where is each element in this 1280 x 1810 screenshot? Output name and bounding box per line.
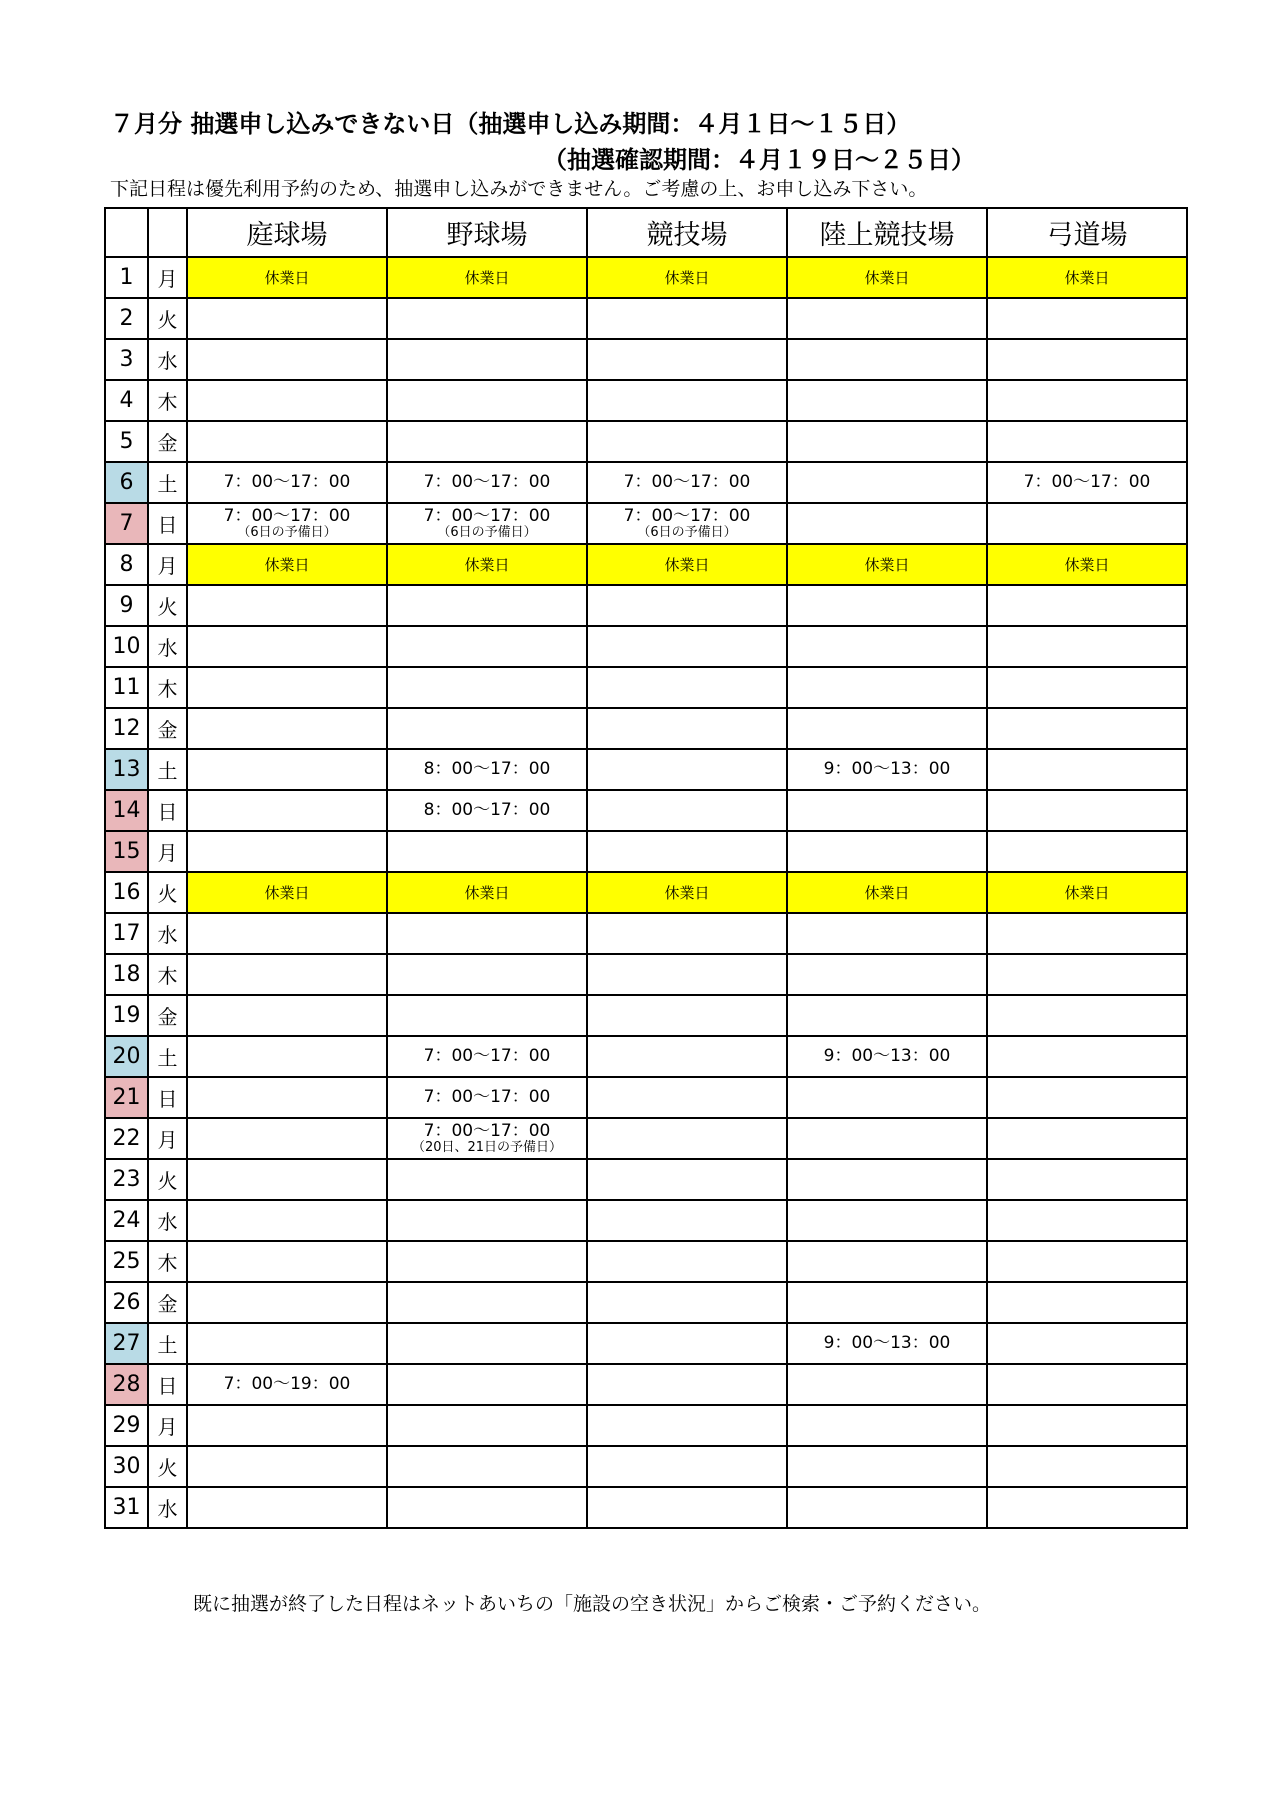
header-day <box>105 208 148 257</box>
closed-cell: 休業日 <box>787 544 987 585</box>
weekday: 水 <box>148 339 187 380</box>
header-facility: 競技場 <box>587 208 787 257</box>
header-weekday <box>148 208 187 257</box>
schedule-cell <box>987 339 1187 380</box>
closed-cell: 休業日 <box>387 872 587 913</box>
schedule-cell <box>387 831 587 872</box>
table-row <box>105 872 1187 913</box>
schedule-cell <box>787 298 987 339</box>
schedule-cell <box>187 626 387 667</box>
weekday: 月 <box>148 544 187 585</box>
table-row <box>105 667 1187 708</box>
weekday: 月 <box>148 1118 187 1159</box>
closed-cell: 休業日 <box>187 872 387 913</box>
day-number: 10 <box>105 626 148 667</box>
day-number: 1 <box>105 257 148 298</box>
schedule-table <box>104 207 1188 1529</box>
time-slot: 9：00～13：00 <box>823 1046 951 1067</box>
schedule-cell <box>187 790 387 831</box>
closed-cell: 休業日 <box>387 544 587 585</box>
time-slot: 9：00～13：00 <box>823 759 951 780</box>
page-subtitle: （抽選確認期間：４月１９日～２５日） <box>543 146 975 174</box>
closed-cell: 休業日 <box>187 257 387 298</box>
header-facility: 弓道場 <box>987 208 1187 257</box>
day-number: 27 <box>105 1323 148 1364</box>
schedule-cell <box>987 749 1187 790</box>
table-row <box>105 585 1187 626</box>
schedule-cell <box>787 954 987 995</box>
table-row <box>105 1364 1187 1405</box>
closed-cell: 休業日 <box>987 872 1187 913</box>
weekday: 月 <box>148 257 187 298</box>
table-row <box>105 503 1187 544</box>
time-slot: 7：00～17：00 <box>423 1121 551 1141</box>
day-number: 4 <box>105 380 148 421</box>
day-number: 16 <box>105 872 148 913</box>
schedule-cell <box>187 1118 387 1159</box>
schedule-cell <box>187 708 387 749</box>
reserve-day-note: （6日の予備日） <box>637 524 737 540</box>
schedule-cell <box>587 298 787 339</box>
schedule-cell <box>787 1159 987 1200</box>
closed-cell: 休業日 <box>987 257 1187 298</box>
table-row <box>105 257 1187 298</box>
schedule-cell <box>787 462 987 503</box>
schedule-cell <box>587 626 787 667</box>
schedule-cell <box>787 626 987 667</box>
schedule-cell <box>187 1282 387 1323</box>
weekday: 水 <box>148 913 187 954</box>
schedule-cell <box>387 626 587 667</box>
weekday: 水 <box>148 1487 187 1528</box>
day-number: 6 <box>105 462 148 503</box>
schedule-cell <box>587 790 787 831</box>
schedule-cell <box>387 667 587 708</box>
schedule-cell <box>587 1405 787 1446</box>
schedule-cell <box>987 462 1187 503</box>
schedule-cell <box>187 503 387 544</box>
schedule-cell <box>387 298 587 339</box>
schedule-cell <box>587 1323 787 1364</box>
day-number: 24 <box>105 1200 148 1241</box>
table-row <box>105 913 1187 954</box>
header-facility: 野球場 <box>387 208 587 257</box>
reserve-day-note: （6日の予備日） <box>437 524 537 540</box>
weekday: 金 <box>148 995 187 1036</box>
closed-cell: 休業日 <box>587 257 787 298</box>
schedule-cell <box>387 1200 587 1241</box>
schedule-cell <box>787 1036 987 1077</box>
schedule-cell <box>387 380 587 421</box>
schedule-cell <box>587 831 787 872</box>
schedule-cell <box>187 913 387 954</box>
table-row <box>105 1405 1187 1446</box>
schedule-cell <box>787 1200 987 1241</box>
schedule-cell <box>187 1036 387 1077</box>
schedule-cell <box>187 1446 387 1487</box>
table-row <box>105 1446 1187 1487</box>
schedule-cell <box>987 954 1187 995</box>
weekday: 日 <box>148 1077 187 1118</box>
schedule-cell <box>787 1118 987 1159</box>
schedule-cell <box>787 708 987 749</box>
time-slot: 9：00～13：00 <box>823 1333 951 1354</box>
schedule-cell <box>787 421 987 462</box>
schedule-cell <box>187 462 387 503</box>
day-number: 28 <box>105 1364 148 1405</box>
schedule-cell <box>187 749 387 790</box>
schedule-cell <box>387 585 587 626</box>
schedule-cell <box>587 585 787 626</box>
schedule-cell <box>187 831 387 872</box>
schedule-cell <box>587 1118 787 1159</box>
schedule-cell <box>187 585 387 626</box>
day-number: 20 <box>105 1036 148 1077</box>
table-header-row <box>105 208 1187 257</box>
schedule-cell <box>987 913 1187 954</box>
schedule-cell <box>987 1241 1187 1282</box>
table-row <box>105 1036 1187 1077</box>
schedule-cell <box>187 1405 387 1446</box>
schedule-cell <box>387 995 587 1036</box>
day-number: 15 <box>105 831 148 872</box>
table-row <box>105 790 1187 831</box>
table-row <box>105 1487 1187 1528</box>
page-title: ７月分 抽選申し込みできない日（抽選申し込み期間：４月１日～１５日） <box>110 110 911 138</box>
weekday: 土 <box>148 749 187 790</box>
table-body <box>105 257 1187 1528</box>
schedule-cell <box>787 749 987 790</box>
weekday: 月 <box>148 1405 187 1446</box>
day-number: 18 <box>105 954 148 995</box>
schedule-cell <box>187 380 387 421</box>
schedule-cell <box>387 1323 587 1364</box>
schedule-cell <box>587 1077 787 1118</box>
schedule-cell <box>987 421 1187 462</box>
schedule-cell <box>987 790 1187 831</box>
schedule-cell <box>987 298 1187 339</box>
header-facility: 庭球場 <box>187 208 387 257</box>
table-row <box>105 995 1187 1036</box>
table-row <box>105 626 1187 667</box>
schedule-cell <box>787 1077 987 1118</box>
schedule-cell <box>387 1364 587 1405</box>
schedule-cell <box>387 462 587 503</box>
schedule-cell <box>187 1200 387 1241</box>
schedule-cell <box>987 626 1187 667</box>
time-slot: 7：00～17：00 <box>1023 472 1151 493</box>
schedule-cell <box>587 462 787 503</box>
schedule-cell <box>587 954 787 995</box>
closed-cell: 休業日 <box>187 544 387 585</box>
schedule-cell <box>587 913 787 954</box>
day-number: 21 <box>105 1077 148 1118</box>
schedule-cell <box>587 1282 787 1323</box>
day-number: 22 <box>105 1118 148 1159</box>
schedule-cell <box>187 298 387 339</box>
schedule-cell <box>987 1487 1187 1528</box>
schedule-cell <box>187 667 387 708</box>
weekday: 火 <box>148 298 187 339</box>
schedule-cell <box>587 380 787 421</box>
weekday: 木 <box>148 380 187 421</box>
day-number: 12 <box>105 708 148 749</box>
weekday: 火 <box>148 1159 187 1200</box>
time-slot: 7：00～17：00 <box>623 472 751 493</box>
schedule-cell <box>987 1323 1187 1364</box>
schedule-cell <box>787 790 987 831</box>
day-number: 8 <box>105 544 148 585</box>
table-row <box>105 1159 1187 1200</box>
table-row <box>105 708 1187 749</box>
schedule-cell <box>387 954 587 995</box>
table-row <box>105 339 1187 380</box>
table-row <box>105 831 1187 872</box>
table-row <box>105 380 1187 421</box>
closed-cell: 休業日 <box>387 257 587 298</box>
table-row <box>105 954 1187 995</box>
time-slot: 7：00～17：00 <box>623 506 751 526</box>
schedule-cell <box>187 339 387 380</box>
schedule-cell <box>387 913 587 954</box>
closed-cell: 休業日 <box>787 257 987 298</box>
weekday: 木 <box>148 1241 187 1282</box>
time-slot: 7：00～19：00 <box>223 1374 351 1395</box>
weekday: 金 <box>148 708 187 749</box>
weekday: 金 <box>148 1282 187 1323</box>
schedule-cell <box>587 995 787 1036</box>
closed-cell: 休業日 <box>587 872 787 913</box>
schedule-cell <box>987 667 1187 708</box>
schedule-cell <box>387 421 587 462</box>
schedule-cell <box>787 1323 987 1364</box>
time-slot: 7：00～17：00 <box>423 472 551 493</box>
weekday: 火 <box>148 585 187 626</box>
schedule-cell <box>387 1487 587 1528</box>
weekday: 火 <box>148 872 187 913</box>
schedule-cell <box>787 1405 987 1446</box>
header-facility: 陸上競技場 <box>787 208 987 257</box>
schedule-cell <box>787 1241 987 1282</box>
table-row <box>105 1282 1187 1323</box>
schedule-cell <box>987 1405 1187 1446</box>
schedule-cell <box>987 995 1187 1036</box>
schedule-cell <box>587 339 787 380</box>
table-row <box>105 298 1187 339</box>
schedule-cell <box>987 1118 1187 1159</box>
time-slot: 7：00～17：00 <box>423 506 551 526</box>
schedule-cell <box>787 1446 987 1487</box>
schedule-cell <box>787 380 987 421</box>
closed-cell: 休業日 <box>987 544 1187 585</box>
schedule-cell <box>587 1159 787 1200</box>
schedule-cell <box>387 1282 587 1323</box>
schedule-cell <box>587 421 787 462</box>
day-number: 14 <box>105 790 148 831</box>
day-number: 30 <box>105 1446 148 1487</box>
schedule-cell <box>787 1487 987 1528</box>
day-number: 23 <box>105 1159 148 1200</box>
weekday: 木 <box>148 954 187 995</box>
weekday: 木 <box>148 667 187 708</box>
schedule-cell <box>587 1036 787 1077</box>
schedule-cell <box>387 749 587 790</box>
schedule-cell <box>187 954 387 995</box>
schedule-cell <box>787 995 987 1036</box>
weekday: 火 <box>148 1446 187 1487</box>
table-row <box>105 462 1187 503</box>
schedule-cell <box>787 1364 987 1405</box>
reserve-day-note: （6日の予備日） <box>237 524 337 540</box>
schedule-cell <box>587 1364 787 1405</box>
schedule-cell <box>387 1446 587 1487</box>
footer-note: 既に抽選が終了した日程はネットあいちの「施設の空き状況」からご検索・ご予約ください。 <box>193 1593 992 1615</box>
schedule-cell <box>787 503 987 544</box>
weekday: 月 <box>148 831 187 872</box>
table-row <box>105 421 1187 462</box>
day-number: 25 <box>105 1241 148 1282</box>
schedule-cell <box>587 1487 787 1528</box>
weekday: 金 <box>148 421 187 462</box>
schedule-cell <box>387 708 587 749</box>
table-row <box>105 1118 1187 1159</box>
time-slot: 7：00～17：00 <box>223 506 351 526</box>
schedule-cell <box>787 585 987 626</box>
day-number: 29 <box>105 1405 148 1446</box>
schedule-cell <box>187 1241 387 1282</box>
schedule-cell <box>987 1446 1187 1487</box>
time-slot: 7：00～17：00 <box>223 472 351 493</box>
table-row <box>105 1241 1187 1282</box>
schedule-cell <box>187 1159 387 1200</box>
weekday: 水 <box>148 626 187 667</box>
schedule-cell <box>787 339 987 380</box>
day-number: 17 <box>105 913 148 954</box>
schedule-cell <box>587 1241 787 1282</box>
schedule-cell <box>387 339 587 380</box>
weekday: 日 <box>148 1364 187 1405</box>
table-row <box>105 1077 1187 1118</box>
day-number: 3 <box>105 339 148 380</box>
schedule-cell <box>787 831 987 872</box>
day-number: 2 <box>105 298 148 339</box>
schedule-cell <box>187 995 387 1036</box>
schedule-cell <box>987 708 1187 749</box>
schedule-cell <box>587 749 787 790</box>
table-row <box>105 544 1187 585</box>
schedule-cell <box>587 503 787 544</box>
schedule-cell <box>387 1241 587 1282</box>
schedule-cell <box>387 503 587 544</box>
time-slot: 8：00～17：00 <box>423 800 551 821</box>
schedule-cell <box>187 1487 387 1528</box>
table-row <box>105 1323 1187 1364</box>
day-number: 7 <box>105 503 148 544</box>
schedule-cell <box>587 708 787 749</box>
closed-cell: 休業日 <box>787 872 987 913</box>
weekday: 日 <box>148 790 187 831</box>
table-row <box>105 1200 1187 1241</box>
table-row <box>105 749 1187 790</box>
weekday: 土 <box>148 1323 187 1364</box>
schedule-cell <box>387 790 587 831</box>
schedule-cell <box>987 585 1187 626</box>
schedule-cell <box>987 1159 1187 1200</box>
schedule-cell <box>187 1364 387 1405</box>
schedule-cell <box>787 913 987 954</box>
time-slot: 8：00～17：00 <box>423 759 551 780</box>
schedule-cell <box>587 667 787 708</box>
schedule-cell <box>387 1405 587 1446</box>
weekday: 土 <box>148 462 187 503</box>
schedule-cell <box>587 1446 787 1487</box>
schedule-cell <box>387 1118 587 1159</box>
weekday: 日 <box>148 503 187 544</box>
schedule-cell <box>987 380 1187 421</box>
day-number: 5 <box>105 421 148 462</box>
closed-cell: 休業日 <box>587 544 787 585</box>
schedule-cell <box>787 667 987 708</box>
notice-text: 下記日程は優先利用予約のため、抽選申し込みができません。ご考慮の上、お申し込み下さい。 <box>110 178 928 200</box>
time-slot: 7：00～17：00 <box>423 1046 551 1067</box>
schedule-cell <box>987 503 1187 544</box>
schedule-cell <box>987 1077 1187 1118</box>
weekday: 水 <box>148 1200 187 1241</box>
time-slot: 7：00～17：00 <box>423 1087 551 1108</box>
day-number: 13 <box>105 749 148 790</box>
schedule-cell <box>987 1282 1187 1323</box>
schedule-cell <box>387 1036 587 1077</box>
reserve-day-note: （20日、21日の予備日） <box>411 1139 563 1155</box>
schedule-cell <box>987 1200 1187 1241</box>
schedule-cell <box>587 1200 787 1241</box>
schedule-cell <box>987 831 1187 872</box>
day-number: 31 <box>105 1487 148 1528</box>
schedule-cell <box>987 1364 1187 1405</box>
schedule-cell <box>187 421 387 462</box>
day-number: 19 <box>105 995 148 1036</box>
schedule-cell <box>187 1323 387 1364</box>
schedule-cell <box>387 1159 587 1200</box>
schedule-cell <box>187 1077 387 1118</box>
day-number: 11 <box>105 667 148 708</box>
day-number: 9 <box>105 585 148 626</box>
day-number: 26 <box>105 1282 148 1323</box>
schedule-cell <box>387 1077 587 1118</box>
weekday: 土 <box>148 1036 187 1077</box>
schedule-cell <box>987 1036 1187 1077</box>
schedule-cell <box>787 1282 987 1323</box>
